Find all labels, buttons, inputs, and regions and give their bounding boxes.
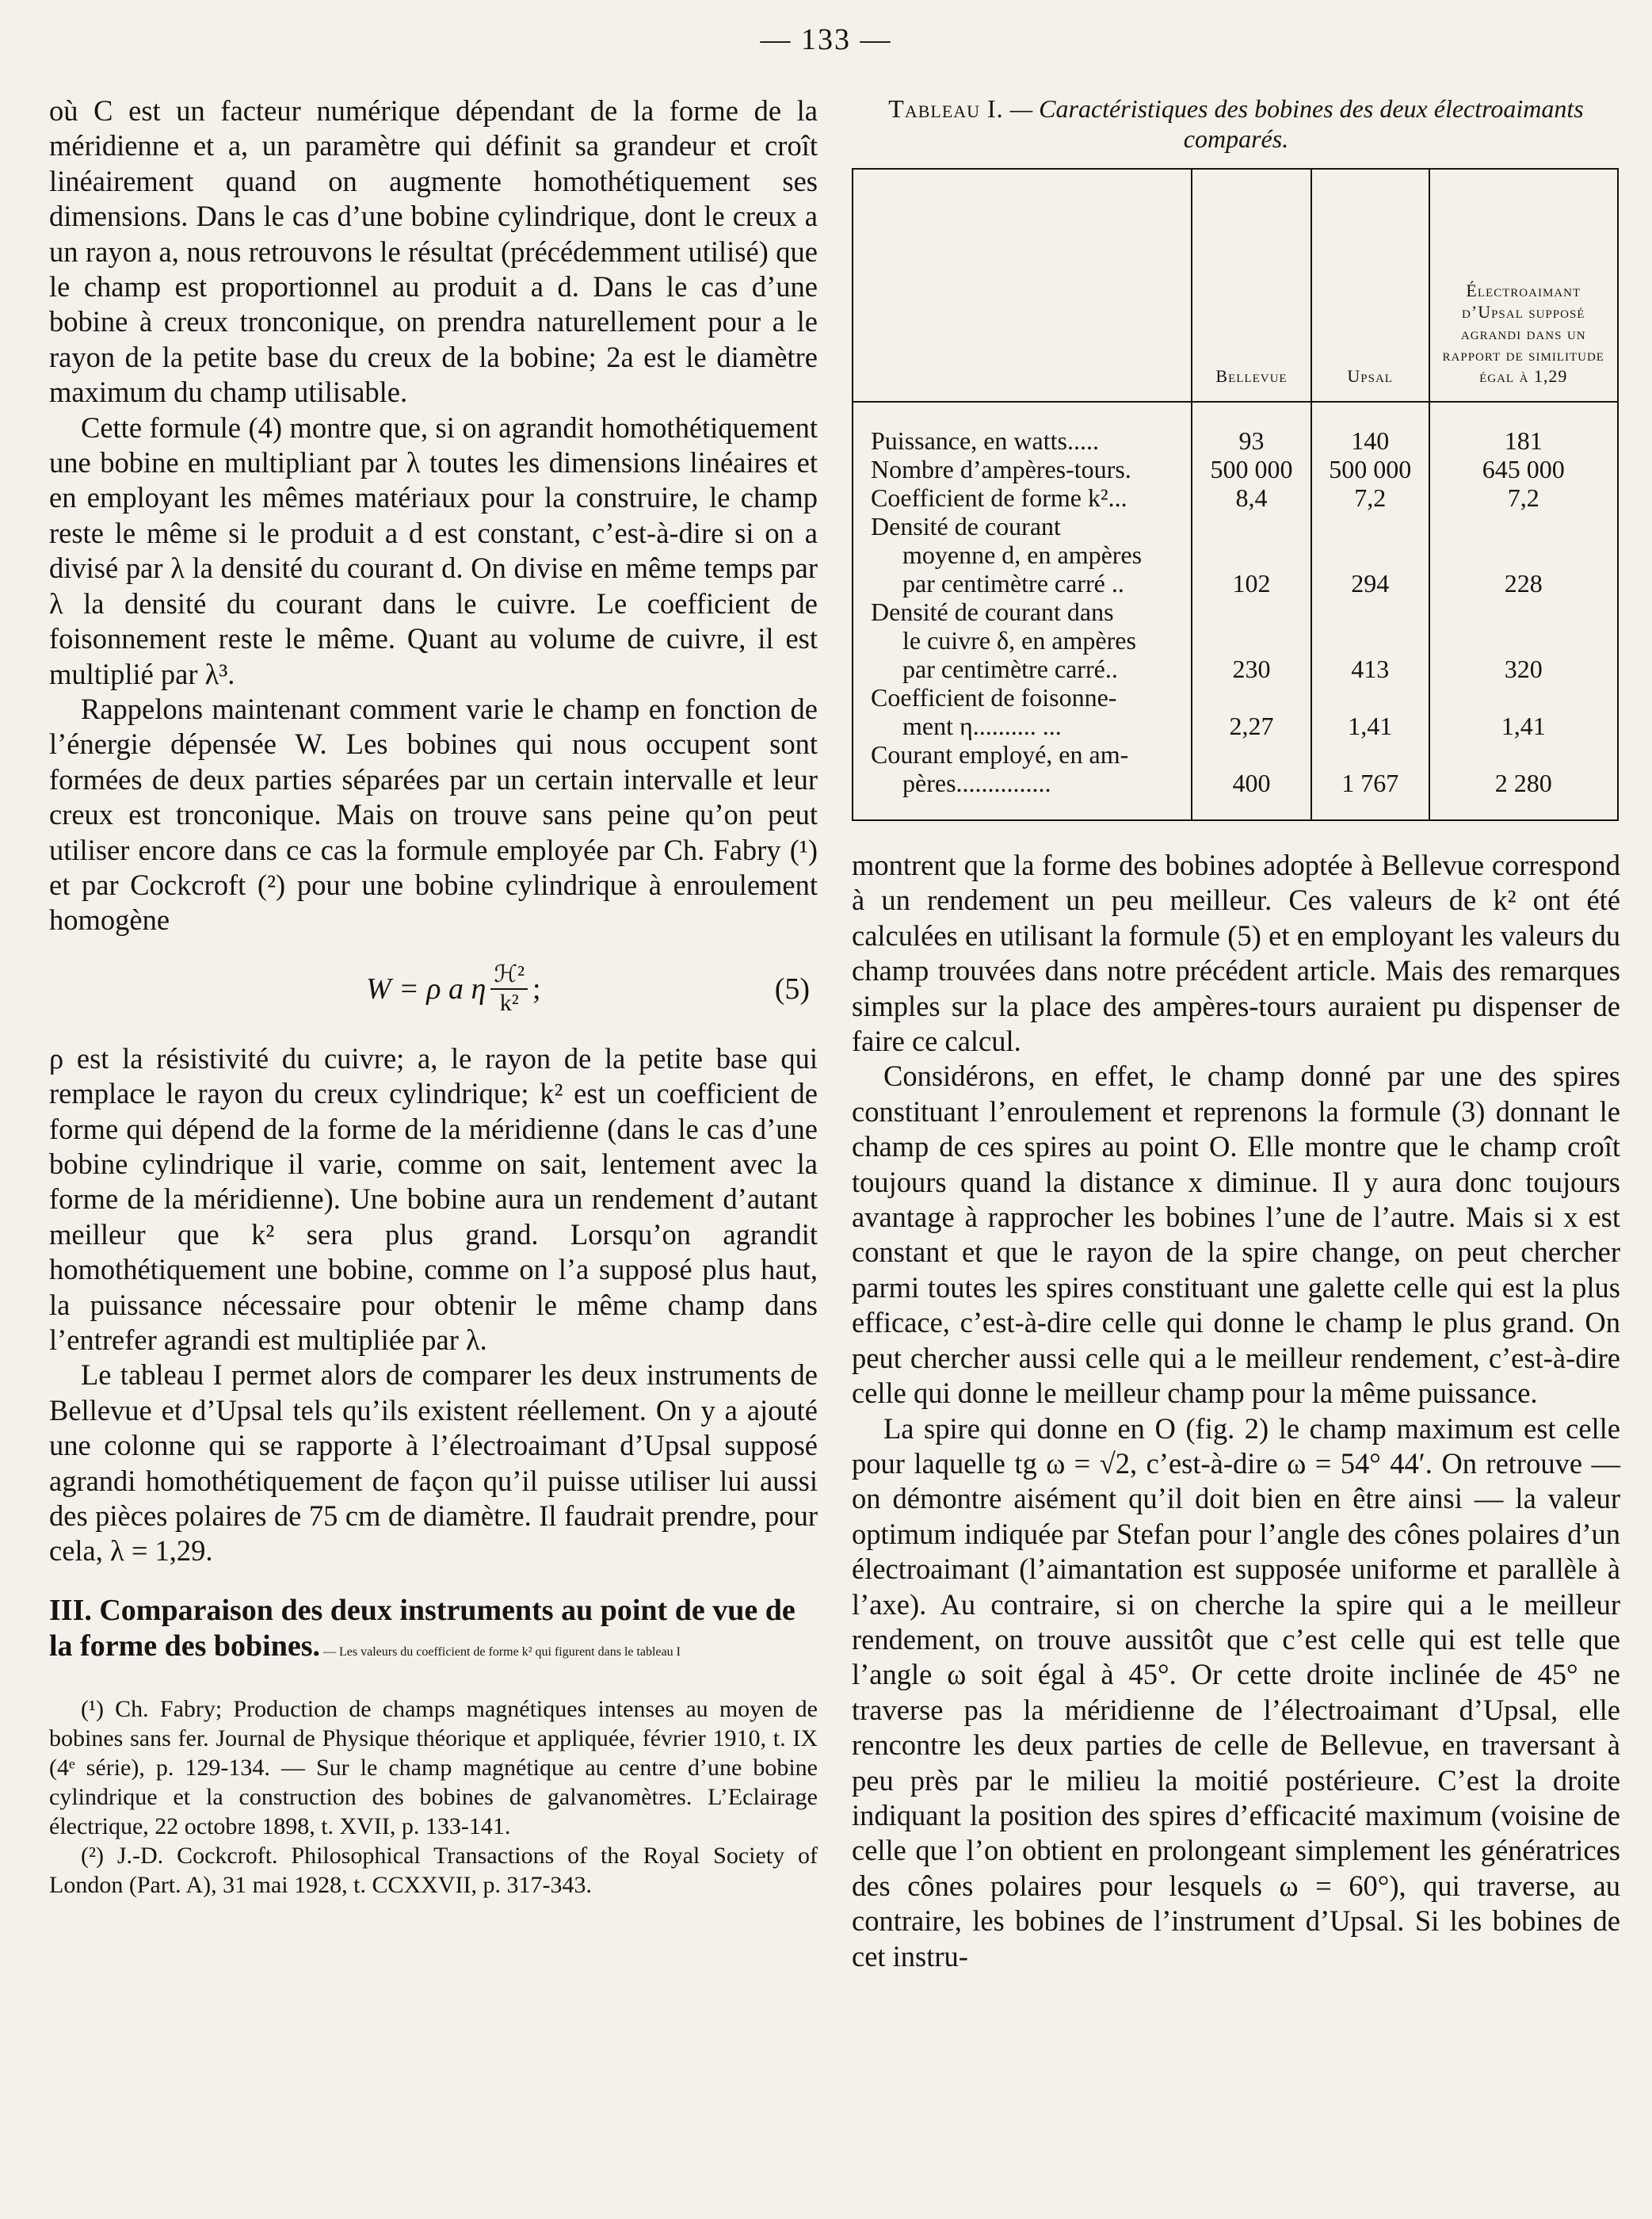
table-row bbox=[853, 598, 1618, 683]
right-paragraph-1: montrent que la forme des bobines adoptée à Bellevue correspond à un rendement un peu meilleur. Ces valeurs de k² ont été calculées en utilisant la formule (5) et en employant les valeurs du champ trouvées dans notre précédent article. Mais des remarques simples sur la place des ampères-tours auraient pu dispenser de faire ce calcul. bbox=[852, 849, 1620, 1058]
table-caption bbox=[852, 94, 1620, 154]
table-cell: 181 bbox=[1429, 402, 1618, 455]
table-cell: 413 bbox=[1311, 598, 1429, 683]
section-title: III. Comparaison des deux instruments au point de vue de la forme des bobines. bbox=[49, 1593, 795, 1663]
table-row-label-line: Courant employé, en am- bbox=[871, 740, 1129, 769]
table-cell: 2 280 bbox=[1429, 740, 1618, 820]
table-row bbox=[853, 512, 1618, 598]
table-cell: 294 bbox=[1311, 512, 1429, 598]
table-row-label-line: le cuivre δ, en ampères bbox=[902, 626, 1136, 655]
table-row bbox=[853, 455, 1618, 483]
table-cell: 8,4 bbox=[1192, 483, 1311, 512]
table-cell: 7,2 bbox=[1429, 483, 1618, 512]
table-1 bbox=[852, 168, 1619, 821]
equation-lhs: W = ρ a η bbox=[366, 972, 486, 1006]
table-row-label-line: Coefficient de forme k²... bbox=[871, 483, 1127, 512]
table-row-label bbox=[853, 402, 1192, 455]
table-caption-text: — Caractéristiques des bobines des deux électroaimants comparés. bbox=[1003, 94, 1584, 153]
table-row-label bbox=[853, 740, 1192, 820]
footnote-2: (²) J.-D. Cockcroft. Philosophical Transactions of the Royal Society of London (Part. A), 31 mai 1928, t. CCXXVII, p. 317-343. bbox=[49, 1842, 818, 1898]
table-cell: 400 bbox=[1192, 740, 1311, 820]
table-row bbox=[853, 740, 1618, 820]
table-row-label-line: par centimètre carré.. bbox=[902, 655, 1118, 683]
table-cell: 1,41 bbox=[1429, 683, 1618, 740]
left-column bbox=[49, 94, 818, 1900]
table-header-blank bbox=[853, 169, 1192, 402]
left-paragraph-3: Rappelons maintenant comment varie le champ en fonction de l’énergie dépensée W. Les bobines qui nous occupent sont formées de deux parties séparées par un certain intervalle et leur creux est tronconique. Mais on trouve sans peine qu’on peut utiliser encore dans ce cas la formule employée par Ch. Fabry (¹) et par Cockcroft (²) pour une bobine cylindrique à enroulement homogène bbox=[49, 692, 818, 937]
table-header-bellevue: Bellevue bbox=[1192, 169, 1311, 402]
table-cell: 2,27 bbox=[1192, 683, 1311, 740]
right-paragraph-3: La spire qui donne en O (fig. 2) le champ maximum est celle pour laquelle tg ω = √2, c’est-à-dire ω = 54° 44′. On retrouve — on démontre aisément qu’il doit bien en être ainsi — la valeur optimum indiquée par Stefan pour l’angle des cônes polaires d’un électroaimant (l’aimantation est supposée uniforme et parallèle à l’axe). Au contraire, si on cherche la spire qui a le meilleur rendement, on trouve aussitôt que c’est celle qui est telle que l’angle ω soit égal à 45°. Or cette droite inclinée de 45° ne traverse pas la méridienne de l’électroaimant d’Upsal, elle rencontre les deux parties de celle de Bellevue, en traversant à peu près par le milieu la moitié postérieure. C’est la droite indiquant la position des spires d’efficacité maximum (voisine de celle que l’on obtient en prolongeant simplement les génératrices des cônes polaires pour lesquels ω = 60°), qui traverse, au contraire, les bobines de l’instrument d’Upsal. Si les bobines de cet instru- bbox=[852, 1411, 1620, 1973]
equation-numerator: ℋ² bbox=[490, 961, 528, 990]
table-row bbox=[853, 683, 1618, 740]
equation-5 bbox=[49, 945, 818, 1033]
table-row-label-line: Nombre d’ampères-tours. bbox=[871, 455, 1131, 483]
table-cell: 230 bbox=[1192, 598, 1311, 683]
table-row-label bbox=[853, 483, 1192, 512]
table-row-label-line: pères............... bbox=[902, 769, 1051, 797]
table-row-label-line: moyenne d, en ampères bbox=[902, 540, 1143, 569]
left-paragraph-4: ρ est la résistivité du cuivre; a, le rayon de la petite base qui remplace le rayon du creux cylindrique; k² est un coefficient de forme qui dépend de la forme de la méridienne (dans le cas d’une bobine cylindrique il varie, comme on sait, lentement avec la forme de la méridienne). Une bobine aura un rendement d’autant meilleur que k² sera plus grand. Lorsqu’on agrandit homothétiquement une bobine, comme on l’a supposé plus haut, la puissance nécessaire pour obtenir le même champ dans l’entrefer agrandi est multipliée par λ. bbox=[49, 1041, 818, 1356]
equation-tail: ; bbox=[532, 972, 541, 1006]
table-row bbox=[853, 402, 1618, 455]
page-number: — 133 — bbox=[760, 23, 892, 56]
table-row-label-line: par centimètre carré .. bbox=[902, 569, 1124, 598]
table-body bbox=[853, 402, 1618, 820]
table-header-row bbox=[853, 169, 1618, 402]
table-header-upsal: Upsal bbox=[1311, 169, 1429, 402]
table-row-label-line: Puissance, en watts..... bbox=[871, 426, 1099, 455]
footnotes bbox=[49, 1694, 818, 1900]
table-cell: 1,41 bbox=[1311, 683, 1429, 740]
table-row-label-line: Coefficient de foisonne- bbox=[871, 683, 1117, 712]
table-header-upsal-scaled: Électroaimant d’Upsal supposé agrandi dans un rapport de similitude égal à 1,29 bbox=[1429, 169, 1618, 402]
table-row-label-line: Densité de courant bbox=[871, 512, 1061, 540]
footnote-1: (¹) Ch. Fabry; Production de champs magnétiques intenses au moyen de bobines sans fer. Journal de Physique théorique et appliquée, février 1910, t. IX (4ᵉ série), p. 129-134. — Sur le champ magnétique au centre d’une bobine cylindrique et la construction des bobines de galvanomètres. L’Eclairage électrique, 22 octobre 1898, t. XVII, p. 133-141. bbox=[49, 1695, 818, 1839]
table-cell: 645 000 bbox=[1429, 455, 1618, 483]
table-cell: 320 bbox=[1429, 598, 1618, 683]
left-paragraph-5: Le tableau I permet alors de comparer les deux instruments de Bellevue et d’Upsal tels qu’ils existent réellement. On y a ajouté une colonne qui se rapporte à l’électroaimant d’Upsal supposé agrandi homothétiquement de façon qu’il puisse utiliser lui aussi des pièces polaires de 75 cm de diamètre. Il faudrait prendre, pour cela, λ = 1,29. bbox=[49, 1358, 818, 1568]
equation-fraction bbox=[490, 961, 528, 1017]
table-cell: 500 000 bbox=[1192, 455, 1311, 483]
table-cell: 140 bbox=[1311, 402, 1429, 455]
table-cell: 1 767 bbox=[1311, 740, 1429, 820]
equation-number: (5) bbox=[774, 972, 810, 1006]
equation-denominator: k² bbox=[499, 989, 519, 1016]
table-row-label bbox=[853, 512, 1192, 598]
table-cell: 102 bbox=[1192, 512, 1311, 598]
left-paragraph-2: Cette formule (4) montre que, si on agrandit homothétiquement une bobine en multipliant par λ toutes les dimensions linéaires et en employant les mêmes matériaux pour la construire, le champ reste le même si le produit a d est constant, c’est-à-dire si on a divisé par λ la densité du courant d. On divise en même temps par λ la densité du courant dans le cuivre. Le coefficient de foisonnement reste le même. Quant au volume de cuivre, il est multiplié par λ³. bbox=[49, 411, 818, 690]
table-cell: 7,2 bbox=[1311, 483, 1429, 512]
table-row-label bbox=[853, 455, 1192, 483]
table-cell: 93 bbox=[1192, 402, 1311, 455]
right-column bbox=[852, 94, 1620, 1974]
table-row-label-line: Densité de courant dans bbox=[871, 598, 1114, 626]
table-cell: 228 bbox=[1429, 512, 1618, 598]
section-text: — Les valeurs du coefficient de forme k² qui figurent dans le tableau I bbox=[320, 1644, 681, 1659]
right-paragraph-2: Considérons, en effet, le champ donné par une des spires constituant l’enroulement et reprenons la formule (3) donnant le champ de ces spires au point O. Elle montre que le champ croît toujours quand la distance x diminue. Il y aura donc toujours avantage à rapprocher les bobines l’une de l’autre. Mais si x est constant et que le rayon de la spire change, on peut chercher parmi toutes les spires constituant une galette celle qui est la plus efficace, c’est-à-dire celle qui donne le champ le plus grand. On peut chercher aussi celle qui a le meilleur rendement, c’est-à-dire celle qui donne le meilleur champ pour la même puissance. bbox=[852, 1060, 1620, 1410]
table-cell: 500 000 bbox=[1311, 455, 1429, 483]
table-row-label bbox=[853, 598, 1192, 683]
table-row bbox=[853, 483, 1618, 512]
left-paragraph-1: où C est un facteur numérique dépendant de la forme de la méridienne et a, un paramètre qui définit sa grandeur et croît linéairement quand on augmente homothétiquement ses dimensions. Dans le cas d’une bobine cylindrique, dont le creux a un rayon a, nous retrouvons le résultat (précédemment utilisé) que le champ est proportionnel au produit a d. Dans le cas d’une bobine à creux tronconique, on prendra naturellement pour a le rayon de la petite base du creux de la bobine; 2a est le diamètre maximum du champ utilisable. bbox=[49, 94, 818, 409]
table-caption-label: Tableau I. bbox=[888, 94, 1004, 123]
table-row-label bbox=[853, 683, 1192, 740]
table-row-label-line: ment η.......... ... bbox=[902, 712, 1062, 740]
